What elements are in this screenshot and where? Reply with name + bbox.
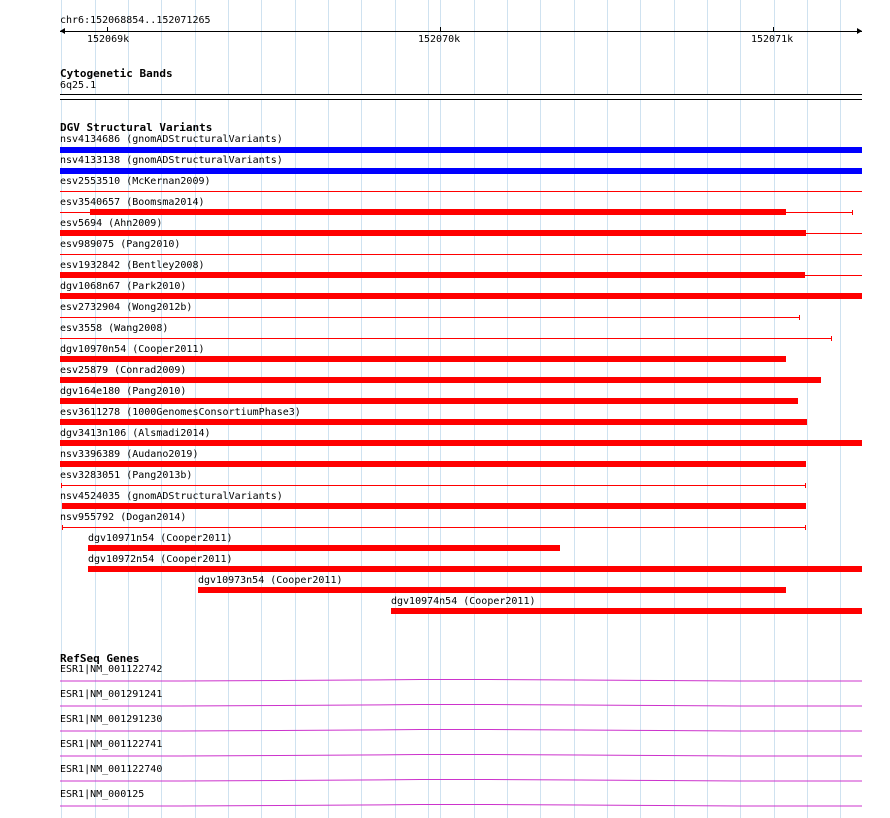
ruler-tick bbox=[440, 27, 441, 32]
variant-label: dgv164e180 (Pang2010) bbox=[60, 386, 187, 397]
variant-line-loss[interactable] bbox=[60, 317, 800, 318]
gene-label: ESR1|NM_001291230 bbox=[60, 714, 163, 725]
grid-line bbox=[674, 0, 675, 818]
grid-line bbox=[328, 0, 329, 818]
variant-end-cap bbox=[805, 525, 806, 530]
variant-start-cap bbox=[61, 483, 62, 488]
variant-end-cap bbox=[831, 336, 832, 341]
variant-label: esv3540657 (Boomsma2014) bbox=[60, 197, 205, 208]
ruler-left-arrow-icon bbox=[60, 28, 65, 34]
variant-bar-gain[interactable] bbox=[60, 147, 862, 153]
variant-bar-loss[interactable] bbox=[60, 377, 821, 383]
grid-line bbox=[807, 0, 808, 818]
variant-label: dgv10970n54 (Cooper2011) bbox=[60, 344, 205, 355]
variant-label: esv2732904 (Wong2012b) bbox=[60, 302, 193, 313]
variant-bar-loss[interactable] bbox=[88, 545, 560, 551]
ruler-tick-label: 152071k bbox=[751, 34, 794, 45]
gene-model[interactable] bbox=[60, 773, 862, 787]
grid-line bbox=[707, 0, 708, 818]
variant-label: esv989075 (Pang2010) bbox=[60, 239, 181, 250]
variant-label: esv3283051 (Pang2013b) bbox=[60, 470, 193, 481]
cytoband-bar[interactable] bbox=[60, 94, 862, 100]
variant-bar-loss[interactable] bbox=[60, 419, 807, 425]
ruler-right-arrow-icon bbox=[857, 28, 862, 34]
track-title-refseq: RefSeq Genes bbox=[60, 652, 140, 665]
ruler-tick bbox=[773, 27, 774, 32]
grid-line bbox=[361, 0, 362, 818]
variant-label: dgv10973n54 (Cooper2011) bbox=[198, 575, 343, 586]
gene-model[interactable] bbox=[60, 798, 862, 812]
variant-bar-loss[interactable] bbox=[60, 461, 806, 467]
variant-label: dgv10971n54 (Cooper2011) bbox=[88, 533, 233, 544]
variant-bar-loss[interactable] bbox=[391, 608, 862, 614]
grid-line bbox=[574, 0, 575, 818]
variant-label: nsv955792 (Dogan2014) bbox=[60, 512, 187, 523]
gene-model[interactable] bbox=[60, 748, 862, 762]
variant-line-loss[interactable] bbox=[60, 338, 832, 339]
ruler-tick bbox=[107, 27, 108, 32]
ruler-tick-label: 152069k bbox=[87, 34, 130, 45]
variant-label: esv2553510 (McKernan2009) bbox=[60, 176, 211, 187]
variant-bar-loss[interactable] bbox=[60, 356, 786, 362]
grid-line bbox=[440, 0, 441, 818]
gene-label: ESR1|NM_000125 bbox=[60, 789, 145, 800]
variant-bar-loss[interactable] bbox=[60, 398, 798, 404]
ruler-location: chr6:152068854..152071265 bbox=[60, 15, 211, 26]
variant-bar-loss[interactable] bbox=[60, 272, 805, 278]
grid-line bbox=[840, 0, 841, 818]
gene-model[interactable] bbox=[60, 673, 862, 687]
variant-bar-loss[interactable] bbox=[88, 566, 862, 572]
variant-label: dgv3413n106 (Alsmadi2014) bbox=[60, 428, 211, 439]
gene-model[interactable] bbox=[60, 698, 862, 712]
gene-label: ESR1|NM_001122741 bbox=[60, 739, 163, 750]
variant-bar-loss[interactable] bbox=[60, 293, 862, 299]
grid-line bbox=[507, 0, 508, 818]
variant-label: nsv4133138 (gnomADStructuralVariants) bbox=[60, 155, 283, 166]
grid-line bbox=[740, 0, 741, 818]
variant-start-cap bbox=[62, 525, 63, 530]
grid-line bbox=[607, 0, 608, 818]
variant-label: nsv3396389 (Audano2019) bbox=[60, 449, 199, 460]
track-title-dgv: DGV Structural Variants bbox=[60, 121, 213, 134]
track-title-cytobands: Cytogenetic Bands bbox=[60, 67, 173, 80]
variant-end-cap bbox=[805, 483, 806, 488]
grid-line bbox=[474, 0, 475, 818]
variant-line-loss[interactable] bbox=[62, 527, 806, 528]
variant-line-loss[interactable] bbox=[60, 254, 862, 255]
variant-bar-gain[interactable] bbox=[60, 168, 862, 174]
variant-label: esv5694 (Ahn2009) bbox=[60, 218, 163, 229]
variant-label: esv25879 (Conrad2009) bbox=[60, 365, 187, 376]
ruler-axis bbox=[60, 31, 862, 32]
gene-model[interactable] bbox=[60, 723, 862, 737]
variant-label: esv3611278 (1000GenomesConsortiumPhase3) bbox=[60, 407, 301, 418]
variant-end-cap bbox=[852, 210, 853, 215]
grid-line bbox=[395, 0, 396, 818]
variant-bar-loss[interactable] bbox=[60, 440, 862, 446]
variant-label: nsv4524035 (gnomADStructuralVariants) bbox=[60, 491, 283, 502]
ruler-tick-label: 152070k bbox=[418, 34, 461, 45]
cytoband-label: 6q25.1 bbox=[60, 80, 97, 91]
variant-label: nsv4134686 (gnomADStructuralVariants) bbox=[60, 134, 283, 145]
variant-label: dgv1068n67 (Park2010) bbox=[60, 281, 187, 292]
variant-label: dgv10974n54 (Cooper2011) bbox=[391, 596, 536, 607]
gene-label: ESR1|NM_001291241 bbox=[60, 689, 163, 700]
variant-bar-loss[interactable] bbox=[60, 230, 806, 236]
variant-line-loss[interactable] bbox=[60, 191, 862, 192]
variant-end-cap bbox=[799, 315, 800, 320]
grid-line bbox=[774, 0, 775, 818]
gene-label: ESR1|NM_001122742 bbox=[60, 664, 163, 675]
variant-bar-loss[interactable] bbox=[62, 503, 806, 509]
variant-label: dgv10972n54 (Cooper2011) bbox=[88, 554, 233, 565]
grid-line bbox=[428, 0, 429, 818]
variant-label: esv1932842 (Bentley2008) bbox=[60, 260, 205, 271]
grid-line bbox=[640, 0, 641, 818]
gene-label: ESR1|NM_001122740 bbox=[60, 764, 163, 775]
grid-line bbox=[540, 0, 541, 818]
variant-line-loss[interactable] bbox=[61, 485, 806, 486]
variant-label: esv3558 (Wang2008) bbox=[60, 323, 169, 334]
variant-bar-loss[interactable] bbox=[198, 587, 786, 593]
variant-bar-loss[interactable] bbox=[90, 209, 786, 215]
